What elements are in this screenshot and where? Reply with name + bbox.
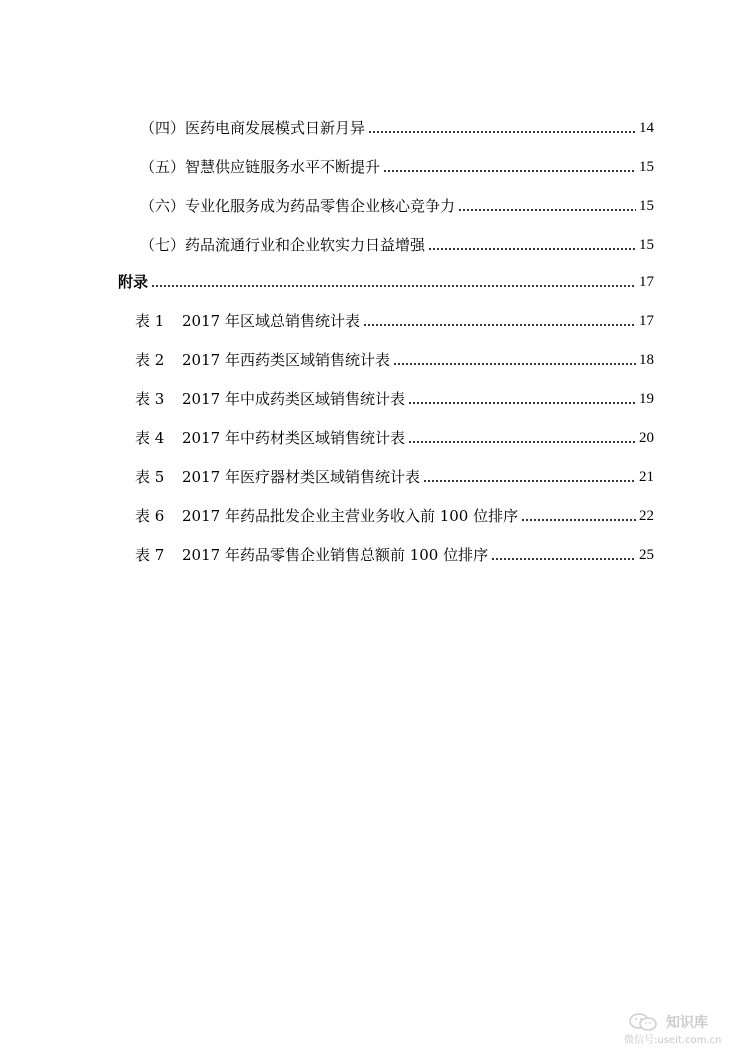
toc-page-number: 17 bbox=[639, 313, 654, 329]
toc-entry-appendix[interactable] bbox=[118, 270, 654, 292]
toc-leader-dots bbox=[408, 439, 636, 444]
toc-page-number: 15 bbox=[639, 237, 654, 253]
toc-table-label: 表 2 bbox=[135, 351, 165, 369]
toc-entry[interactable] bbox=[140, 233, 654, 255]
toc-leader-dots bbox=[151, 283, 636, 288]
toc-entry-title: （七）药品流通行业和企业软实力日益增强 bbox=[140, 236, 426, 254]
toc-entry-title: （六）专业化服务成为药品零售企业核心竞争力 bbox=[140, 197, 456, 215]
toc-leader-dots bbox=[521, 517, 636, 522]
toc-entry-title: （五）智慧供应链服务水平不断提升 bbox=[140, 158, 381, 176]
toc-entry-title: 2017 年中药材类区域销售统计表 bbox=[182, 429, 405, 447]
toc-page-number: 25 bbox=[639, 547, 654, 563]
toc-entry-title: 2017 年药品批发企业主营业务收入前 100 位排序 bbox=[182, 507, 519, 525]
toc-entry[interactable] bbox=[140, 155, 654, 177]
watermark-title: 知识库 bbox=[666, 1015, 708, 1031]
toc-leader-dots bbox=[428, 246, 636, 251]
toc-page-number: 22 bbox=[639, 508, 654, 524]
toc-leader-dots bbox=[423, 478, 636, 483]
toc-entry-title: （四）医药电商发展模式日新月异 bbox=[140, 119, 366, 137]
toc-entry-title: 附录 bbox=[118, 273, 149, 291]
toc-entry-title: 2017 年中成药类区域销售统计表 bbox=[182, 390, 405, 408]
toc-page-number: 14 bbox=[639, 120, 654, 136]
toc-entry-table[interactable] bbox=[135, 309, 654, 331]
wechat-logo-icon bbox=[628, 1012, 658, 1032]
toc-leader-dots bbox=[408, 400, 636, 405]
toc-page-number: 15 bbox=[639, 159, 654, 175]
toc-page-number: 21 bbox=[639, 469, 654, 485]
toc-page-number: 17 bbox=[639, 274, 654, 290]
toc-table-label: 表 3 bbox=[135, 390, 165, 408]
toc-page-number: 15 bbox=[639, 198, 654, 214]
toc-entry-table[interactable] bbox=[135, 348, 654, 370]
toc-leader-dots bbox=[363, 322, 636, 327]
toc-table-label: 表 5 bbox=[135, 468, 165, 486]
toc-leader-dots bbox=[458, 207, 636, 212]
toc-entry-table[interactable] bbox=[135, 465, 654, 487]
toc-entry-title: 2017 年西药类区域销售统计表 bbox=[182, 351, 390, 369]
toc-entry-table[interactable] bbox=[135, 504, 654, 526]
toc-page-number: 18 bbox=[639, 352, 654, 368]
toc-leader-dots bbox=[491, 556, 636, 561]
toc-entry-title: 2017 年药品零售企业销售总额前 100 位排序 bbox=[182, 546, 489, 564]
toc-entry-table[interactable] bbox=[135, 426, 654, 448]
toc-entry-title: 2017 年医疗器材类区域销售统计表 bbox=[182, 468, 420, 486]
toc-table-label: 表 7 bbox=[135, 546, 165, 564]
toc-entry-title: 2017 年区域总销售统计表 bbox=[182, 312, 360, 330]
toc-entry-table[interactable] bbox=[135, 543, 654, 565]
toc-page-number: 20 bbox=[639, 430, 654, 446]
toc-table-label: 表 6 bbox=[135, 507, 165, 525]
toc-table-label: 表 1 bbox=[135, 312, 165, 330]
toc-entry[interactable] bbox=[140, 194, 654, 216]
watermark bbox=[620, 1012, 734, 1044]
toc-leader-dots bbox=[368, 129, 636, 134]
toc-entry[interactable] bbox=[140, 116, 654, 138]
toc-leader-dots bbox=[393, 361, 636, 366]
watermark-subtitle: 微信号:useit.com.cn bbox=[624, 1035, 722, 1046]
toc-page-number: 19 bbox=[639, 391, 654, 407]
toc-leader-dots bbox=[383, 168, 636, 173]
toc-table-label: 表 4 bbox=[135, 429, 165, 447]
toc-entry-table[interactable] bbox=[135, 387, 654, 409]
